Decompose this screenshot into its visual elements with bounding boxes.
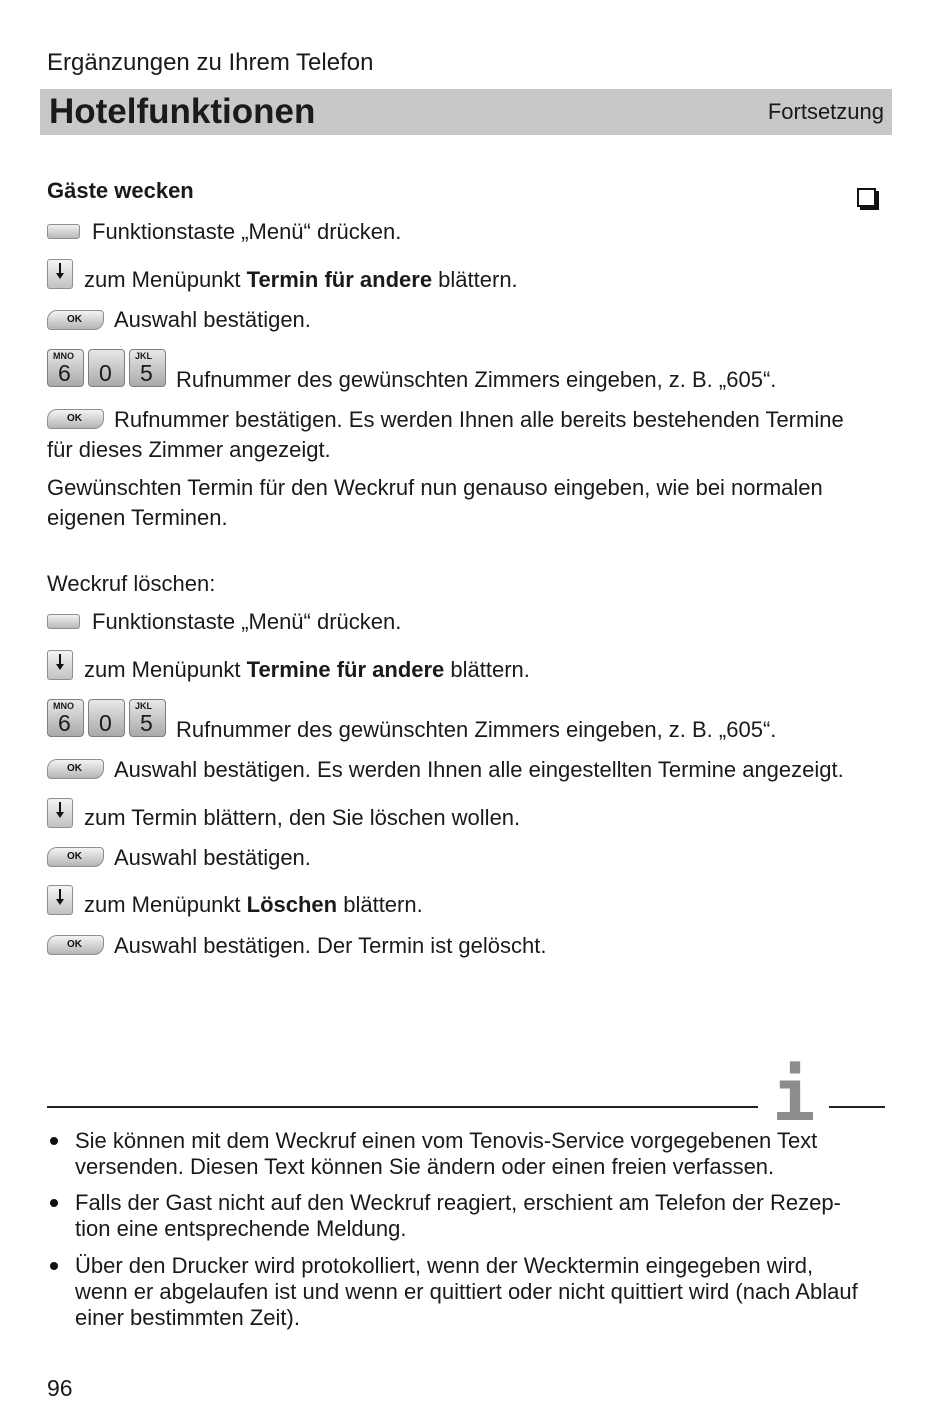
note-line: Sie können mit dem Weckruf einen vom Tenovis-Service vorgegebenen Text — [75, 1128, 818, 1153]
step-text: zum Menüpunkt Termin für andere blättern. — [84, 267, 518, 292]
arrow-down-key-icon — [47, 650, 73, 680]
title-bar — [40, 89, 892, 135]
menu-item-name: Termin für andere — [246, 267, 433, 292]
page-number: 96 — [47, 1375, 73, 1401]
menu-item-name: Termine für andere — [246, 657, 445, 682]
note-line: versenden. Diesen Text können Sie ändern oder einen freien verfassen. — [75, 1154, 775, 1179]
info-divider — [47, 1106, 758, 1108]
section-label: Ergänzungen zu Ihrem Telefon — [47, 49, 374, 76]
step-text: zum Menüpunkt Löschen blättern. — [84, 892, 423, 917]
digit-key-icon: MNO 6 — [47, 349, 84, 387]
bullet-icon — [50, 1137, 58, 1145]
info-divider — [829, 1106, 885, 1108]
menu-key-icon — [47, 614, 80, 629]
continuation-label: Fortsetzung — [767, 99, 884, 124]
note-line: tion eine entsprechende Meldung. — [75, 1216, 407, 1241]
step-text: Auswahl bestätigen. Es werden Ihnen alle eingestellten Termine angezeigt. — [114, 757, 844, 782]
step-text: Rufnummer bestätigen. Es werden Ihnen alle bereits bestehenden Termine — [114, 407, 844, 432]
arrow-down-key-icon — [47, 259, 73, 289]
step-text: Funktionstaste „Menü“ drücken. — [92, 609, 402, 634]
checkbox-icon — [857, 188, 876, 207]
step-text: Rufnummer des gewünschten Zimmers eingeben, z. B. „605“. — [176, 367, 777, 392]
info-icon: i — [772, 1053, 816, 1137]
note-line: Falls der Gast nicht auf den Weckruf reagiert, erschient am Telefon der Rezep- — [75, 1190, 841, 1215]
step-text: Auswahl bestätigen. — [114, 307, 311, 332]
arrow-down-key-icon — [47, 885, 73, 915]
section-heading-wake-guests: Gäste wecken — [47, 178, 194, 203]
menu-key-icon — [47, 224, 80, 239]
section-heading-delete-wakeup: Weckruf löschen: — [47, 571, 216, 596]
ok-key-icon: OK — [47, 409, 104, 429]
note-line: wenn er abgelaufen ist und wenn er quittiert oder nicht quittiert wird (nach Ablauf — [75, 1279, 858, 1304]
step-text: Auswahl bestätigen. — [114, 845, 311, 870]
note-line: Über den Drucker wird protokolliert, wenn der Wecktermin eingegeben wird, — [75, 1253, 814, 1278]
digit-key-icon: JKL 5 — [129, 349, 166, 387]
step-text: Auswahl bestätigen. Der Termin ist gelöscht. — [114, 933, 547, 958]
paragraph-text: Gewünschten Termin für den Weckruf nun genauso eingeben, wie bei normalen — [47, 475, 823, 500]
arrow-down-key-icon — [47, 798, 73, 828]
step-text: für dieses Zimmer angezeigt. — [47, 437, 331, 462]
ok-key-icon: OK — [47, 847, 104, 867]
digit-key-icon: MNO 6 — [47, 699, 84, 737]
keypad-605 — [47, 699, 172, 739]
step-text: Rufnummer des gewünschten Zimmers eingeben, z. B. „605“. — [176, 717, 777, 742]
note-line: einer bestimmten Zeit). — [75, 1305, 300, 1330]
paragraph-text: eigenen Terminen. — [47, 505, 228, 530]
ok-key-icon: OK — [47, 310, 104, 330]
step-text: Funktionstaste „Menü“ drücken. — [92, 219, 402, 244]
page-title: Hotelfunktionen — [49, 92, 316, 131]
bullet-icon — [50, 1199, 58, 1207]
keypad-605 — [47, 349, 172, 389]
step-text: zum Termin blättern, den Sie löschen wollen. — [84, 805, 521, 830]
digit-key-icon: 0 — [88, 349, 125, 387]
digit-key-icon: JKL 5 — [129, 699, 166, 737]
ok-key-icon: OK — [47, 759, 104, 779]
bullet-icon — [50, 1262, 58, 1270]
step-text: zum Menüpunkt Termine für andere blättern. — [84, 657, 530, 682]
ok-key-icon: OK — [47, 935, 104, 955]
menu-item-name: Löschen — [246, 892, 338, 917]
digit-key-icon: 0 — [88, 699, 125, 737]
